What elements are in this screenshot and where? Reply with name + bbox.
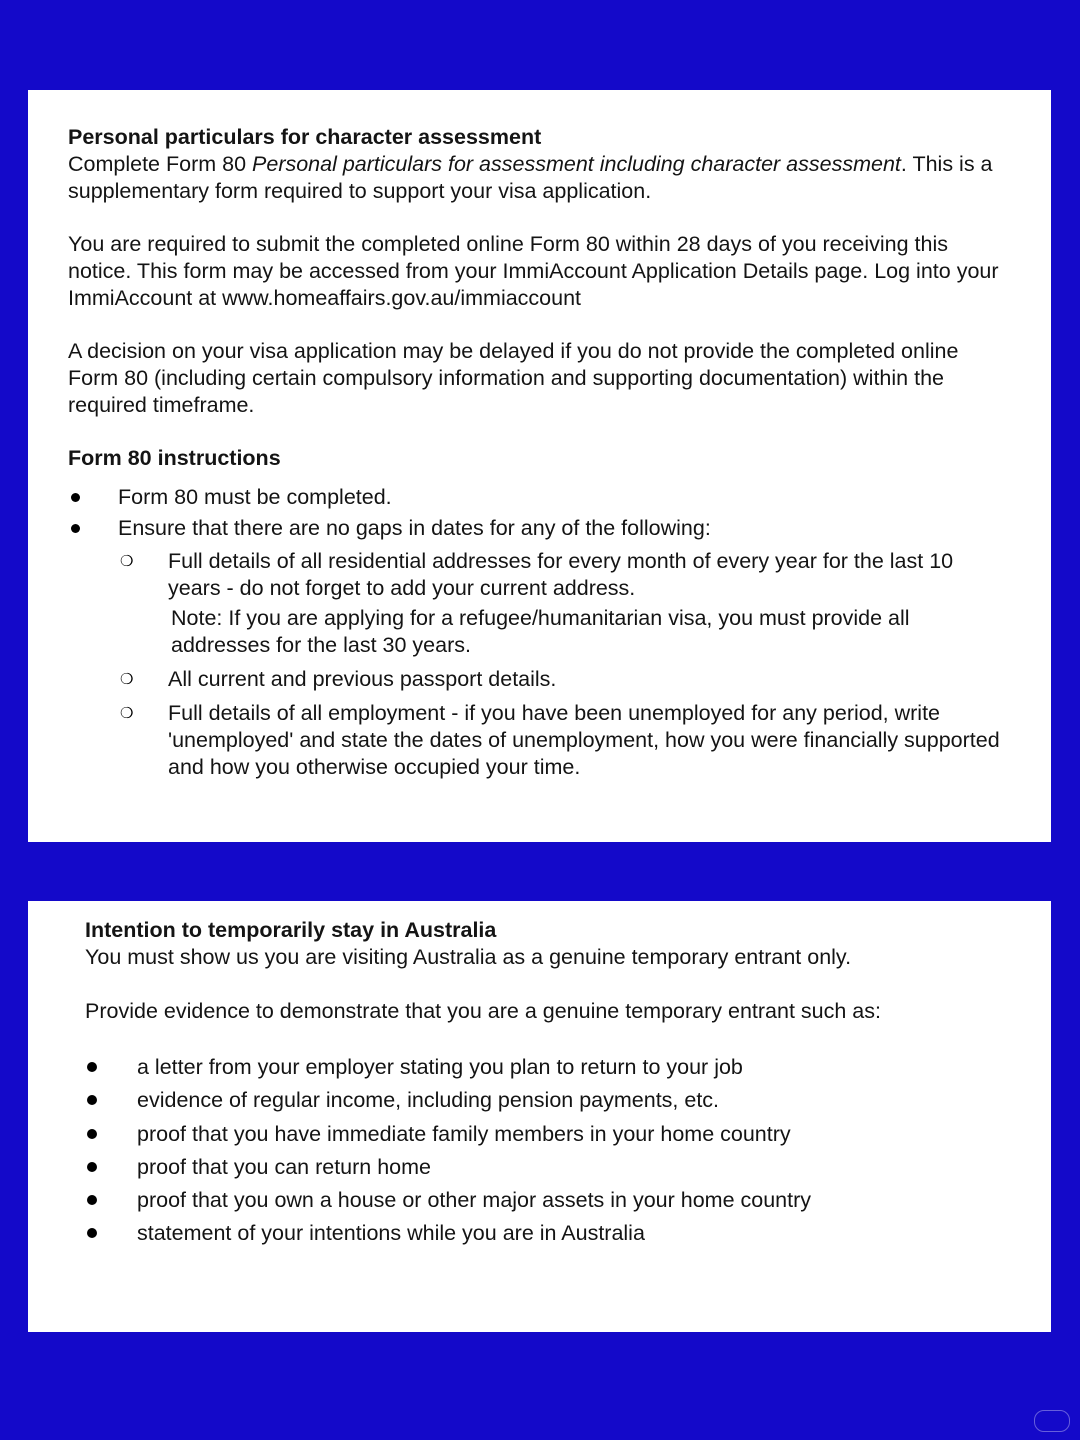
hollow-bullet-icon: ❍ [120, 553, 134, 570]
form80-section-card [28, 90, 1051, 842]
list-item-text: a letter from your employer stating you plan to return to your job [137, 1055, 743, 1079]
delay-warning-paragraph: A decision on your visa application may be delayed if you do not provide the completed online Form 80 (including certain compulsory information and supporting documentation) within the required timeframe. [68, 339, 959, 417]
sub-list-item-text: Full details of all residential addresses for every month of every year for the last 10 years - do not forget to add your current address. [168, 549, 954, 600]
list-item [85, 1217, 1011, 1250]
list-item-text: evidence of regular income, including pension payments, etc. [137, 1088, 720, 1113]
section-heading: Personal particulars for character assessment [68, 125, 542, 149]
sub-list-item [118, 700, 1011, 781]
sub-list-item-text: All current and previous passport details. [168, 667, 557, 691]
bullet-icon [87, 1095, 97, 1105]
sub-list-item-text: Full details of all employment - if you have been unemployed for any period, write 'unemployed' and state the dates of unemployment, how you were financially supported and how you otherwise occupied your time. [168, 701, 1000, 779]
watermark-logo [1034, 1410, 1070, 1432]
form-title-italic: Personal particulars for assessment including character assessment [252, 152, 901, 176]
sub-list [118, 548, 1011, 781]
instructions-list [68, 484, 1011, 781]
bullet-icon [87, 1062, 97, 1072]
section-heading: Intention to temporarily stay in Australia [85, 918, 497, 942]
temporary-stay-section-card [28, 901, 1051, 1332]
intro-paragraph [68, 151, 1011, 205]
bullet-icon [87, 1228, 97, 1238]
instructions-heading: Form 80 instructions [68, 446, 281, 470]
refugee-note: Note: If you are applying for a refugee/humanitarian visa, you must provide all addresses for the last 30 years. [171, 606, 910, 657]
bullet-icon [71, 493, 80, 502]
bullet-icon [71, 524, 80, 533]
list-item-text: proof that you own a house or other major assets in your home country [137, 1188, 812, 1213]
intro-paragraph: You must show us you are visiting Australia as a genuine temporary entrant only. [85, 945, 852, 969]
bullet-icon [87, 1162, 97, 1172]
sub-list-item [118, 548, 1011, 659]
list-item [85, 1084, 1011, 1117]
list-item [85, 1151, 1011, 1184]
evidence-lead-paragraph: Provide evidence to demonstrate that you are a genuine temporary entrant such as: [85, 999, 881, 1023]
list-item [85, 1184, 1011, 1217]
list-item-text: proof that you can return home [137, 1154, 432, 1179]
list-item [85, 1118, 1011, 1151]
list-item-text: Form 80 must be completed. [118, 485, 392, 509]
bullet-icon [87, 1129, 97, 1139]
intro-prefix: Complete Form 80 [68, 152, 253, 176]
hollow-bullet-icon: ❍ [120, 705, 134, 722]
submission-paragraph: You are required to submit the completed online Form 80 within 28 days of you receiving this notice. This form may be accessed from your ImmiAccount Application Details page. Log into your ImmiAccount at www.homeaffairs.gov.au/immiaccount [68, 232, 999, 310]
bullet-icon [87, 1195, 97, 1205]
hollow-bullet-icon: ❍ [120, 671, 134, 688]
list-item-text: statement of your intentions while you are in Australia [137, 1221, 645, 1246]
sub-list-item [118, 666, 1011, 693]
list-item [68, 515, 1011, 781]
list-item [68, 484, 1011, 511]
intro-suffix: . This is a supplementary form required to support your visa application. [68, 152, 993, 203]
list-item-text: proof that you have immediate family members in your home country [137, 1121, 791, 1146]
list-item-text: Ensure that there are no gaps in dates for any of the following: [118, 516, 711, 540]
list-item [85, 1051, 1011, 1084]
evidence-list [85, 1051, 1011, 1251]
